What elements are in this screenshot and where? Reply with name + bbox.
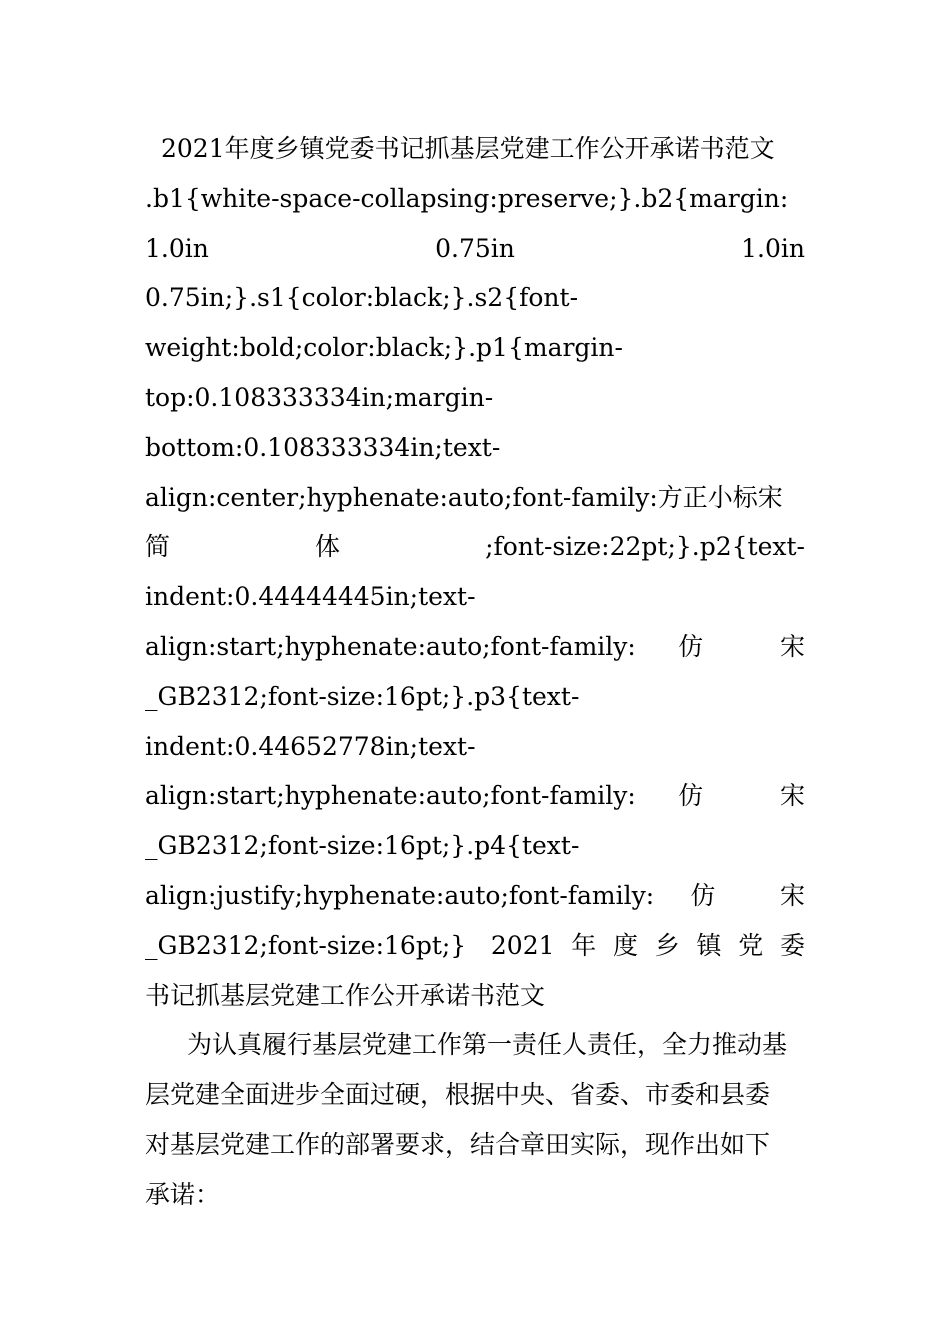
css-text-line: align:start;hyphenate:auto;font-family: 仿 宋 bbox=[145, 781, 805, 811]
css-text-line: _GB2312;font-size:16pt;} 2021年度乡镇党委 bbox=[145, 930, 805, 960]
css-text-line: align:justify;hyphenate:auto;font-family: 仿 宋 bbox=[145, 880, 805, 910]
document-body bbox=[145, 124, 805, 1220]
document-title-line: 2021年度乡镇党委书记抓基层党建工作公开承诺书范文 bbox=[161, 134, 775, 163]
css-text-line: 0.75in;}.s1{color:black;}.s2{font- bbox=[145, 283, 579, 313]
css-text-line: indent:0.44444445in;text- bbox=[145, 582, 476, 612]
css-text-line: 简 体 ;font-size:22pt;}.p2{text- bbox=[145, 532, 805, 562]
css-text-line: _GB2312;font-size:16pt;}.p3{text- bbox=[145, 681, 580, 711]
css-text-line: align:start;hyphenate:auto;font-family: 仿 宋 bbox=[145, 631, 805, 661]
css-text-line: bottom:0.108333334in;text- bbox=[145, 432, 501, 462]
css-text-line: .b1{white-space-collapsing:preserve;}.b2{margin: bbox=[145, 183, 789, 213]
css-text-line: align:center;hyphenate:auto;font-family:方正小标宋 bbox=[145, 482, 783, 512]
body-heading-line: 书记抓基层党建工作公开承诺书范文 bbox=[145, 980, 546, 1010]
css-text-line: _GB2312;font-size:16pt;}.p4{text- bbox=[145, 831, 580, 861]
css-text-line: top:0.108333334in;margin- bbox=[145, 382, 494, 412]
paragraph-line: 为认真履行基层党建工作第一责任人责任，全力推动基 bbox=[187, 1030, 788, 1060]
paragraph-line: 层党建全面进步全面过硬，根据中央、省委、市委和县委 bbox=[145, 1080, 771, 1110]
css-text-line: indent:0.44652778in;text- bbox=[145, 731, 476, 761]
css-text-line: weight:bold;color:black;}.p1{margin- bbox=[145, 333, 623, 363]
paragraph-line: 承诺： bbox=[145, 1179, 221, 1209]
paragraph-line: 对基层党建工作的部署要求，结合章田实际，现作出如下 bbox=[145, 1129, 771, 1159]
css-text-line: 1.0in 0.75in 1.0in bbox=[145, 233, 805, 263]
